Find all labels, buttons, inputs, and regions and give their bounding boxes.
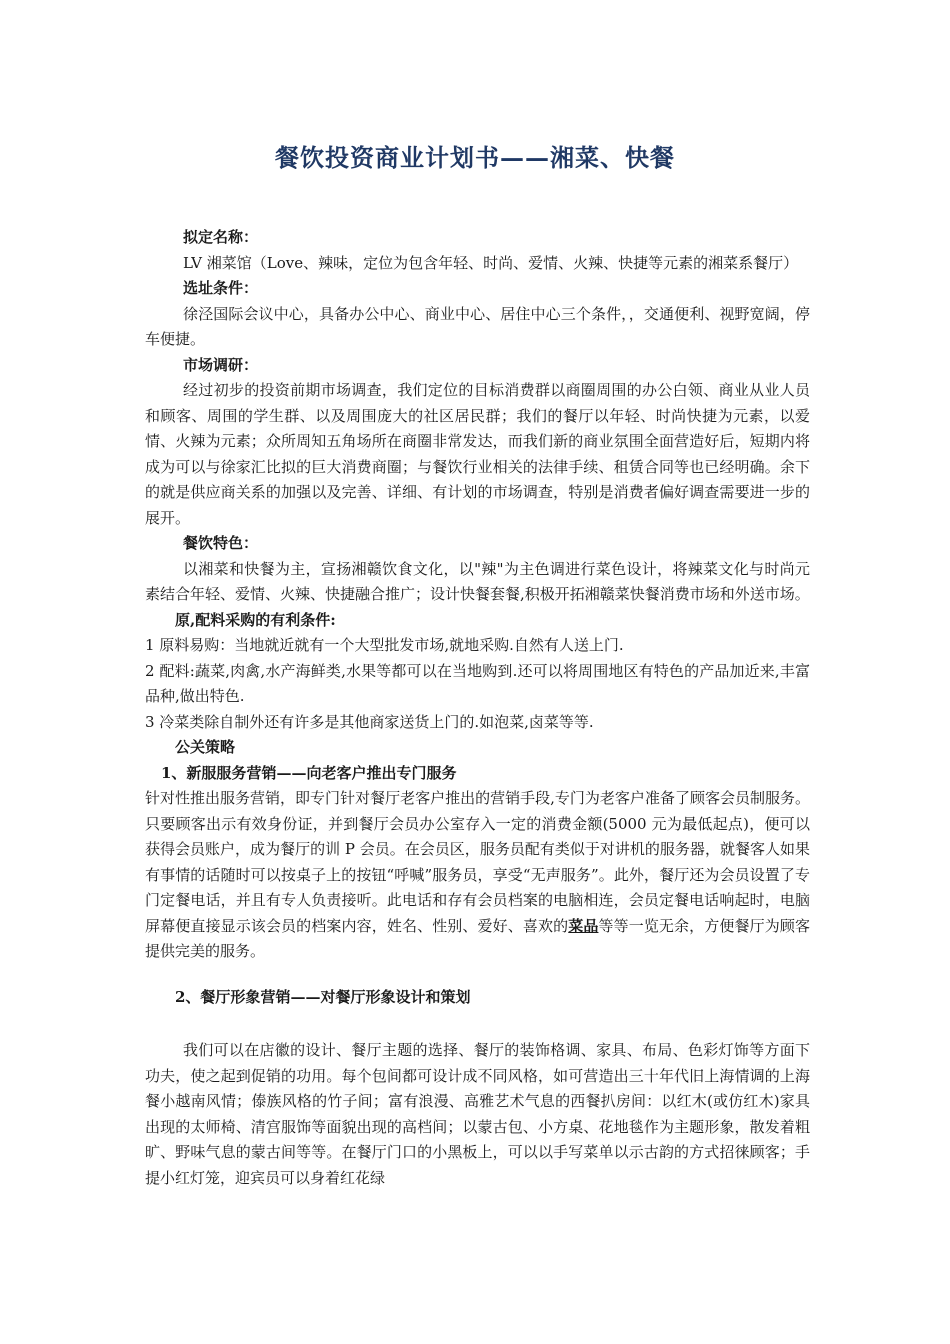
section-heading-name: 拟定名称：	[183, 228, 259, 246]
document-title: 餐饮投资商业计划书——湘菜、快餐	[275, 143, 675, 172]
section-heading-pr-strategy: 公关策略	[175, 738, 236, 756]
section-body-name: LV 湘菜馆（Love、辣味，定位为包含年轻、时尚、爱情、火辣、快捷等元素的湘菜系餐厅）	[183, 253, 799, 272]
section-heading-features: 餐饮特色：	[183, 534, 259, 552]
membership-text-a: 针对性推出服务营销，即专门针对餐厅老客户推出的营销手段,专门为老客户准备了顾客会员制服务。只要顾客出示有效身份证，并到餐厅会员办公室存入一定的消费金额(5000 元为最低起点)，便可以获得会员账户，成为餐厅的训 P 会员。在会员区，服务员配有类似于对讲机的服务器，就餐客人如果有事情的话随时可以按桌子上的按钮“呼喊”服务员，享受“无声服务”。此外，餐厅还为会员设置了专门定餐电话，并且有专人负责接听。此电话和存有会员档案的电脑相连，会员定餐电话响起时，电脑屏幕便直接显示该会员的档案内容，姓名、性别、爱好、喜欢的	[145, 789, 810, 935]
subsection-body-image: 我们可以在店徽的设计、餐厅主题的选择、餐厅的装饰格调、家具、布局、色彩灯饰等方面下功夫，使之起到促销的功用。每个包间都可设计成不同风格，如可营造出三十年代旧上海情调的上海餐小越南风情；傣族风格的竹子间；富有浪漫、高雅艺术气息的西餐扒房间：以红木(或仿红木)家具出现的太师椅、清宫服饰等面貌出现的高档间；以蒙古包、小方桌、花地毯作为主题形象，散发着粗旷、野味气息的蒙古间等等。在餐厅门口的小黑板上，可以以手写菜单以示古韵的方式招徕顾客；手提小红灯笼，迎宾员可以身着红花绿	[145, 1041, 810, 1187]
document-body	[145, 225, 810, 1191]
procurement-item-3: 3 冷菜类除自制外还有许多是其他商家送货上门的.如泡菜,卤菜等等.	[145, 712, 594, 731]
section-heading-procurement: 原,配料采购的有利条件:	[175, 610, 336, 629]
spacer	[145, 965, 810, 985]
procurement-item-2: 2 配料:蔬菜,肉禽,水产海鲜类,水果等都可以在当地购到.还可以将周围地区有特色的产品加近来,丰富品种,做出特色.	[145, 661, 810, 705]
section-body-features: 以湘菜和快餐为主，宣扬湘赣饮食文化，以"辣"为主色调进行菜色设计，将辣菜文化与时尚元素结合年轻、爱情、火辣、快捷融合推广；设计快餐套餐,积极开拓湘赣菜快餐消费市场和外送市场。	[145, 559, 810, 603]
subsection-heading-image: 2、餐厅形象营销——对餐厅形象设计和策划	[175, 987, 471, 1006]
procurement-item-1: 1 原料易购：当地就近就有一个大型批发市场,就地采购.自然有人送上门.	[145, 636, 624, 654]
spacer	[145, 1010, 810, 1038]
section-body-location: 徐泾国际会议中心，具备办公中心、商业中心、居住中心三个条件，，交通便利、视野宽阔，停车便捷。	[145, 304, 810, 348]
section-heading-location: 选址条件：	[183, 279, 259, 297]
section-body-market-research: 经过初步的投资前期市场调查，我们定位的目标消费群以商圈周围的办公白领、商业从业人员和顾客、周围的学生群、以及周围庞大的社区居民群；我们的餐厅以年轻、时尚快捷为元素，以爱情、火辣为元素；众所周知五角场所在商圈非常发达，而我们新的商业氛围全面营造好后，短期内将成为可以与徐家汇比拟的巨大消费商圈；与餐饮行业相关的法律手续、租赁合同等也已经明确。余下的就是供应商关系的加强以及完善、详细、有计划的市场调查，特别是消费者偏好调查需要进一步的展开。	[145, 381, 810, 527]
section-heading-market-research: 市场调研：	[183, 355, 259, 374]
subsection-heading-membership: 1、新服服务营销——向老客户推出专门服务	[161, 763, 457, 782]
subsection-body-membership	[145, 786, 810, 965]
membership-text-b: 等等一览无余，方便餐厅为顾客提供完美的服务。	[145, 916, 810, 960]
dishes-link[interactable]: 菜品	[568, 916, 599, 935]
